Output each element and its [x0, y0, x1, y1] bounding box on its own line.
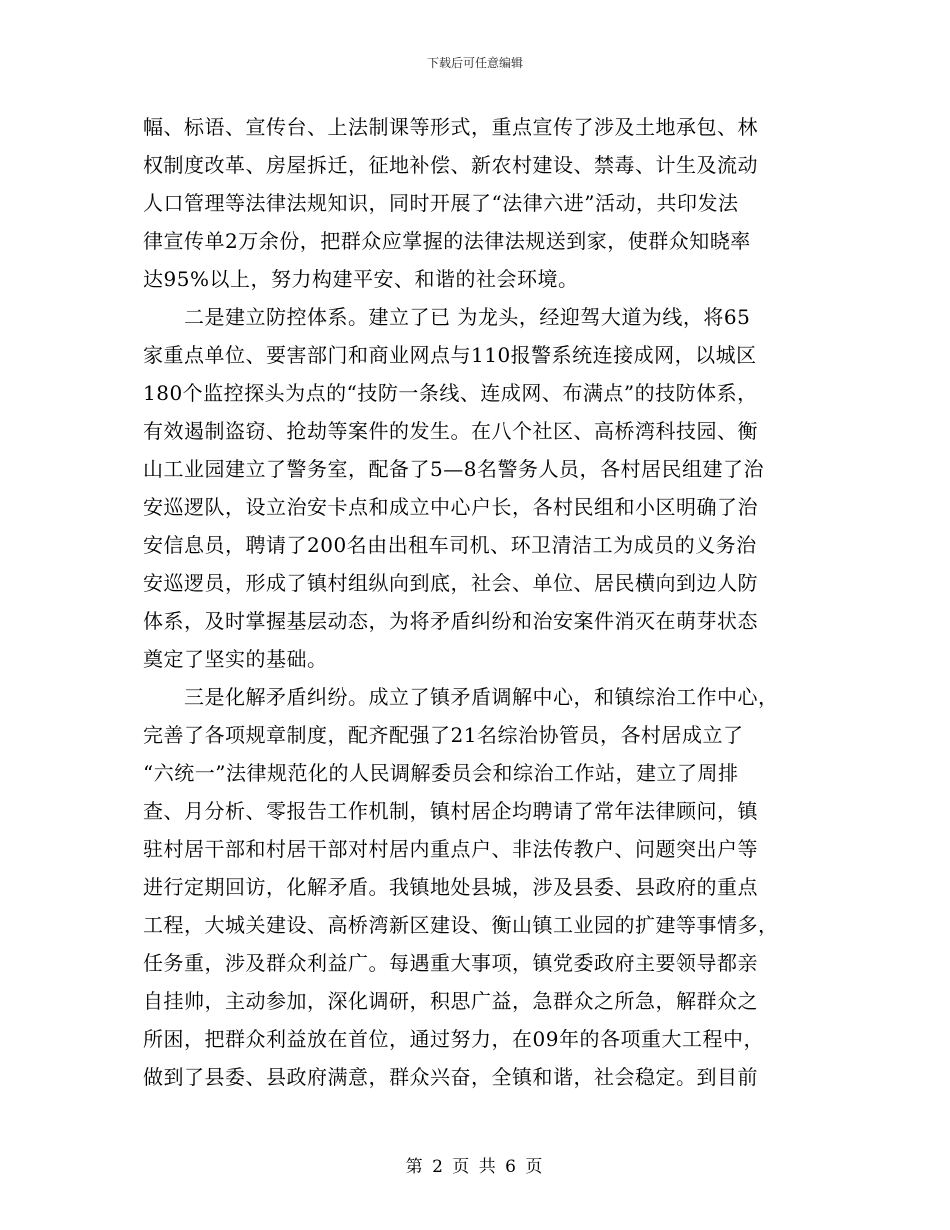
- text-line: 山工业园建立了警务室，配备了5—8名警务人员，各村居民组建了治: [143, 457, 764, 481]
- text-line: 完善了各项规章制度，配齐配强了21名综治协管员，各村居成立了: [143, 723, 744, 747]
- text-line: 安巡逻员，形成了镇村组纵向到底，社会、单位、居民横向到边人防: [143, 571, 758, 595]
- text-line: 权制度改革、房屋拆迁，征地补偿、新农村建设、禁毒、计生及流动: [143, 153, 758, 177]
- text-line: 体系，及时掌握基层动态，为将矛盾纠纷和治安案件消灭在萌芽状态: [143, 609, 758, 633]
- text-line: 驻村居干部和村居干部对村居内重点户、非法传教户、问题突出户等: [143, 837, 758, 861]
- text-line: 三是化解矛盾纠纷。成立了镇矛盾调解中心，和镇综治工作中心，: [143, 685, 779, 709]
- text-line: 达95%以上，努力构建平安、和谐的社会环境。: [143, 267, 579, 291]
- text-line: 有效遏制盗窃、抢劫等案件的发生。在八个社区、高桥湾科技园、衡: [143, 419, 758, 443]
- page-number-footer: 第 2 页 共 6 页: [405, 1157, 545, 1177]
- text-line: 工程，大城关建设、高桥湾新区建设、衡山镇工业园的扩建等事情多，: [143, 913, 779, 937]
- document-body: [143, 108, 803, 1096]
- text-line: 奠定了坚实的基础。: [143, 647, 328, 671]
- text-line: 查、月分析、零报告工作机制，镇村居企均聘请了常年法律顾问，镇: [143, 799, 758, 823]
- text-line: 做到了县委、县政府满意，群众兴奋，全镇和谐，社会稳定。到目前: [143, 1065, 758, 1089]
- text-line: 自挂帅，主动参加，深化调研，积思广益，急群众之所急，解群众之: [143, 989, 758, 1013]
- text-line: 所困，把群众利益放在首位，通过努力，在09年的各项重大工程中，: [143, 1027, 764, 1051]
- text-line: 人口管理等法律法规知识，同时开展了“法律六进”活动，共印发法: [143, 191, 739, 215]
- text-line: 安信息员，聘请了200名由出租车司机、环卫清洁工为成员的义务治: [143, 533, 757, 557]
- text-line: 安巡逻队，设立治安卡点和成立中心户长，各村民组和小区明确了治: [143, 495, 758, 519]
- text-line: 180个监控探头为点的“技防一条线、连成网、布满点”的技防体系，: [143, 381, 758, 405]
- text-line: 幅、标语、宣传台、上法制课等形式，重点宣传了涉及土地承包、林: [143, 115, 758, 139]
- text-line: 任务重，涉及群众利益广。每遇重大事项，镇党委政府主要领导都亲: [143, 951, 758, 975]
- text-line: 进行定期回访，化解矛盾。我镇地处县城，涉及县委、县政府的重点: [143, 875, 758, 899]
- text-line: 律宣传单2万余份，把群众应掌握的法律法规送到家，使群众知晓率: [143, 229, 751, 253]
- text-line: “六统一”法律规范化的人民调解委员会和综治工作站，建立了周排: [143, 761, 739, 785]
- text-line: 家重点单位、要害部门和商业网点与110报警系统连接成网，以城区: [143, 343, 757, 367]
- text-line: 二是建立防控体系。建立了已 为龙头，经迎驾大道为线，将65: [143, 305, 751, 329]
- page-header: 下载后可任意编辑: [426, 56, 523, 70]
